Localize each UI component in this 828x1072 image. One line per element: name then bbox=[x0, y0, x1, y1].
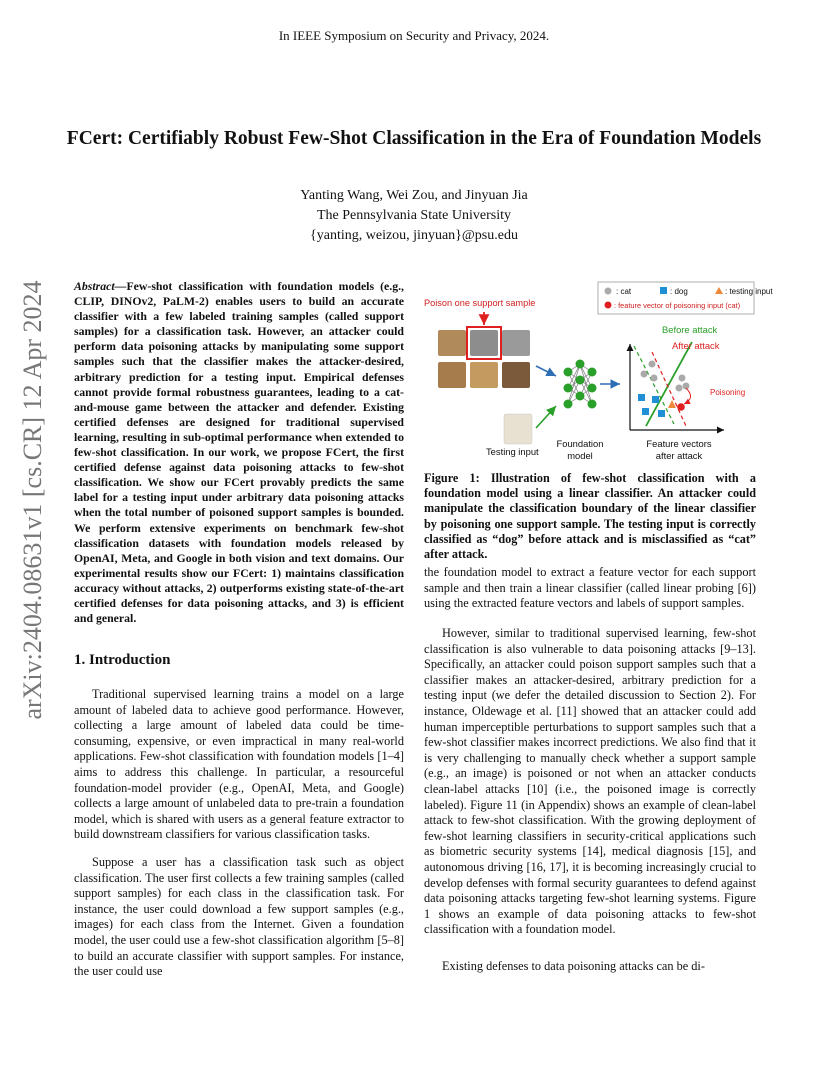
right-paragraph-1 bbox=[424, 565, 756, 612]
right-paragraph-2 bbox=[424, 626, 756, 938]
right-p3-text: Existing defenses to data poisoning attacks can be di- bbox=[442, 959, 705, 973]
right-p1-text: the foundation model to extract a feature vector for each support sample and then train a linear classifier (called linear probing [6]) using the extracted feature vectors and labels of support samples. bbox=[424, 565, 756, 611]
legend-cat-marker bbox=[605, 288, 612, 295]
abstract bbox=[74, 279, 404, 626]
poisoning-label: Poisoning bbox=[710, 388, 746, 397]
feature-vectors-label: Feature vectors after attack bbox=[646, 438, 712, 461]
legend-poison-marker bbox=[605, 302, 612, 309]
intro-p2-text: Suppose a user has a classification task such as object classification. The user first collects a few training samples (called support samples) for each class in the classification task. For instance, the user could download a few support samples (e.g., images) for each class from the Internet. Given a foundation model, the user could use a few-shot classification algorithm [5–8] to build an accurate classifier with support samples. For instance, the user could use bbox=[74, 855, 404, 979]
figure-caption: Figure 1: Illustration of few-shot classification with a foundation model using a linear classifier. An attacker could manipulate the classification boundary of the linear classifier by poisoning one support sample. The testing input is correctly classified as “dog” before attack and is misclassified as “cat” after attack. bbox=[424, 471, 756, 562]
section-heading: 1. Introduction bbox=[74, 652, 171, 668]
intro-p1-text: Traditional supervised learning trains a model on a large amount of labeled data to achieve good performance. However, collecting a large amount of labeled data could be time-consuming, expensive, or even impractical in many real-world applications. Few-shot classification with foundation models [1–4] aims to address this challenge. In particular, a resourceful foundation-model provider (e.g., OpenAI, Meta, and Google) collects a large amount of unlabeled data to pre-train a foundation model, which is shared with users as a general feature extractor to build downstream classifiers for various classification tasks. bbox=[74, 687, 404, 842]
poison-label: Poison one support sample bbox=[424, 298, 536, 308]
foundation-model-label: Foundation model bbox=[556, 438, 604, 461]
testing-input-image bbox=[504, 414, 532, 444]
abstract-label: Abstract— bbox=[74, 279, 127, 293]
legend-dog-label: : dog bbox=[670, 287, 688, 296]
abstract-text: Few-shot classification with foundation models (e.g., CLIP, DINOv2, PaLM-2) enables users to build an accurate classifier with a few labeled training samples (called support samples) for a classification task. However, an attacker could perform data poisoning attacks by manipulating some support samples such that the classifier makes the attacker-desired, arbitrary prediction for a testing input. Empirical defenses cannot provide formal robustness guarantees, leading to a cat-and-mouse game between the attacker and defender. Existing certified defenses are designed for traditional supervised learning, resulting in sub-optimal performance when extended to few-shot classification. In our work, we propose FCert, the first certified defense against data poisoning attacks to few-shot classification. We show our FCert provably predicts the same label for a testing input under arbitrary data poisoning attacks when the total number of poisoned support samples is bounded. We perform extensive experiments on benchmark few-shot classification datasets with foundation models released by OpenAI, Meta, and Google in both vision and text domains. Our experimental results show our FCert: 1) maintains classification accuracy without attacks, 2) outperforms existing state-of-the-art certified defenses for data poisoning attacks, and 3) is efficient and general. bbox=[74, 279, 404, 626]
arxiv-stamp-text: arXiv:2404.08631v1 [cs.CR] 12 Apr 2024 bbox=[18, 280, 47, 720]
legend-dog-marker bbox=[660, 287, 667, 294]
affiliation: The Pennsylvania State University bbox=[316, 208, 512, 223]
venue-line: In IEEE Symposium on Security and Privacy, 2024. bbox=[278, 28, 550, 43]
intro-paragraph-1 bbox=[74, 687, 404, 843]
paper-title: FCert: Certifiably Robust Few-Shot Classification in the Era of Foundation Models bbox=[66, 128, 762, 149]
legend-poison-label: : feature vector of poisoning input (cat) bbox=[614, 301, 741, 310]
after-attack-label: After attack bbox=[672, 340, 720, 351]
intro-paragraph-2 bbox=[74, 855, 404, 980]
legend-cat-label: : cat bbox=[616, 287, 632, 296]
support-images bbox=[438, 312, 530, 388]
figure-1 bbox=[424, 280, 773, 468]
right-p2-text: However, similar to traditional supervised learning, few-shot classification is also vulnerable to data poisoning attacks [9–13]. Specifically, an attacker could poison support samples such that a classifier makes an attacker-desired, arbitrary prediction for a testing input (we defer the detailed discussion to Section 2). For instance, Oldewage et al. [11] showed that an attacker could add human imperceptible perturbations to support samples such that a few-shot classifier makes incorrect predictions. We also find that it is very challenging to manually check whether a support sample (e.g., an image) is poisoned or not when an attacker conducts clean-label attacks [10] (i.e., the poisoned image is correctly labeled). Figure 11 (in Appendix) shows an example of clean-label attack to few-shot classification. With the growing deployment of few-shot learning classifiers in security-critical applications such as biometric security systems [14], medical diagnosis [15], and autonomous driving [16, 17], it is becoming increasingly crucial to develop defenses with formal security guarantees to defend against data poisoning attacks targeting few-shot learning systems. Figure 1 shows an example of data poisoning attacks to few-shot classification with a foundation model. bbox=[424, 626, 756, 937]
arxiv-stamp bbox=[18, 280, 47, 720]
authors: Yanting Wang, Wei Zou, and Jinyuan Jia bbox=[300, 188, 528, 203]
foundation-model-network bbox=[564, 360, 597, 409]
testing-input-label: Testing input bbox=[486, 446, 539, 457]
before-attack-label: Before attack bbox=[662, 324, 718, 335]
legend-test-label: : testing input bbox=[725, 287, 773, 296]
author-block bbox=[0, 186, 828, 246]
emails: {yanting, weizou, jinyuan}@psu.edu bbox=[310, 228, 518, 243]
right-paragraph-3 bbox=[424, 959, 756, 975]
